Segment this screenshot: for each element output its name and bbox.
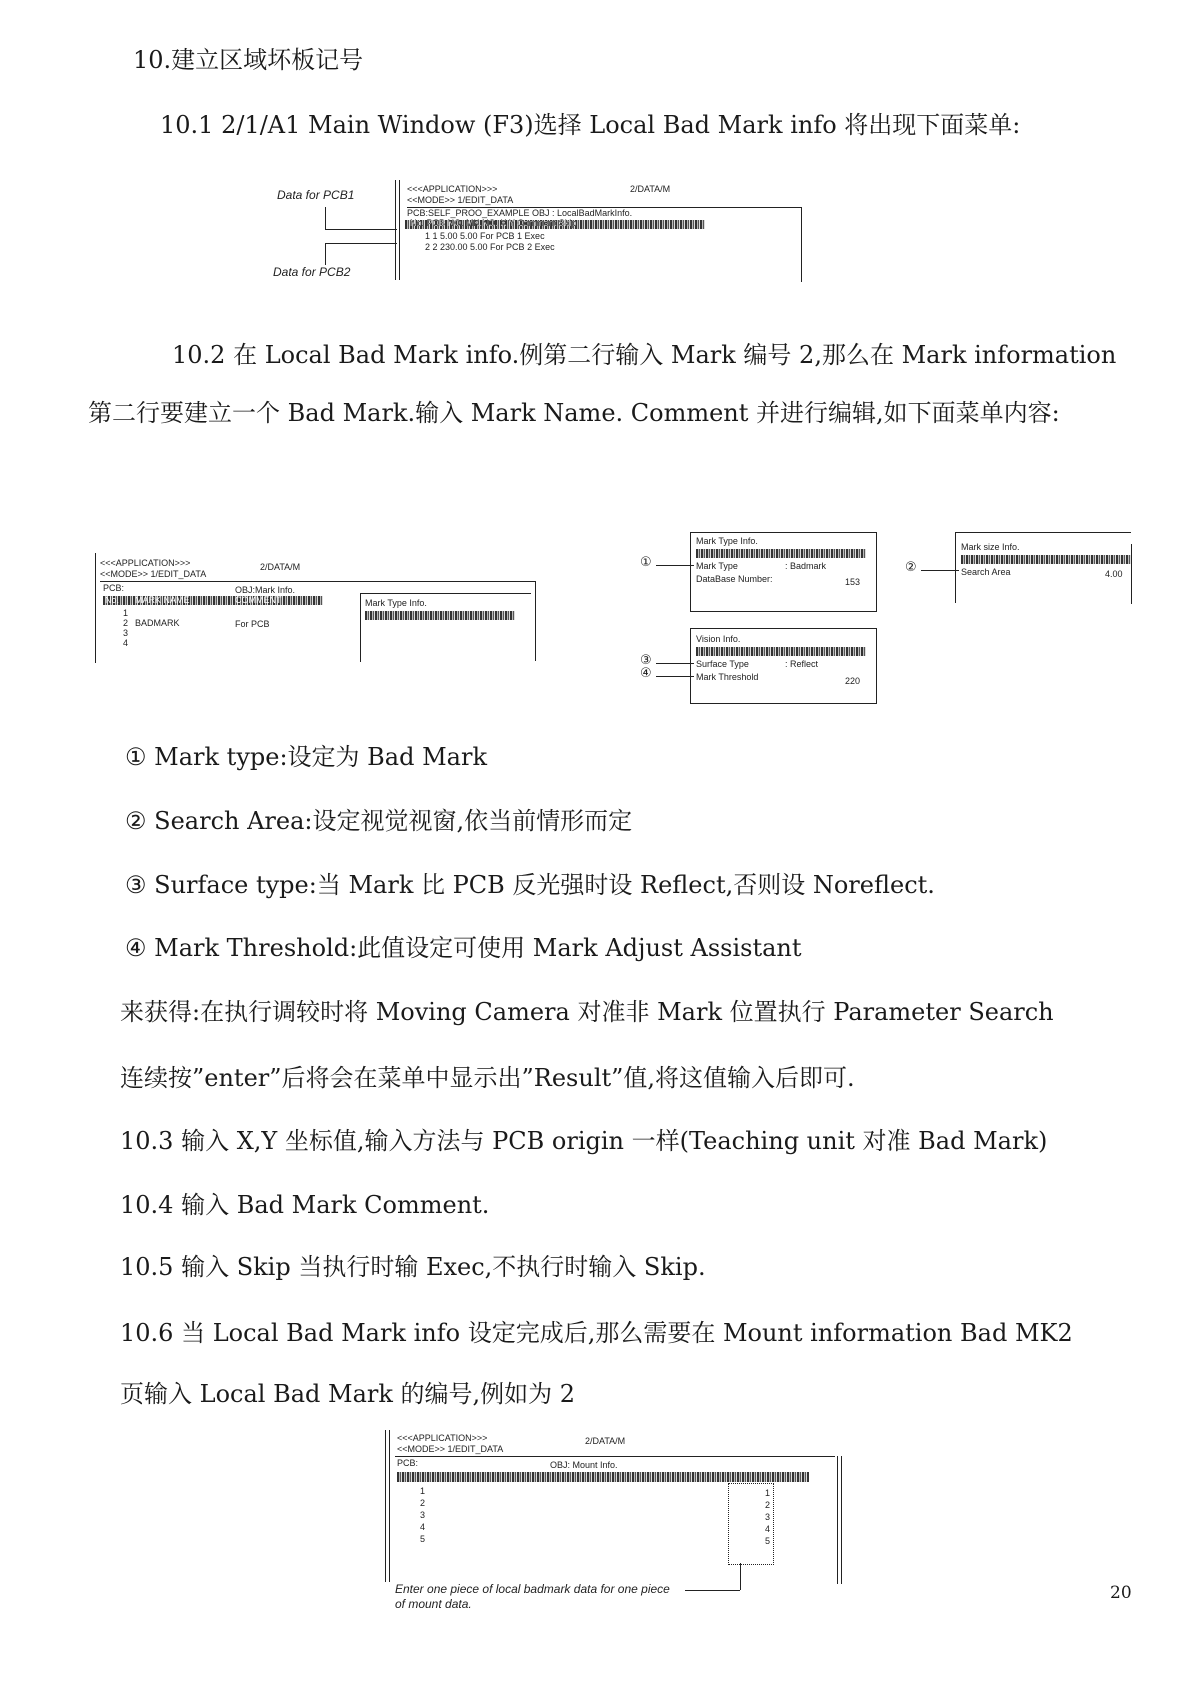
figure-mark-type-info: [640, 532, 880, 622]
caption-line-2: of mount data.: [395, 1597, 472, 1611]
data-label: 2/DATA/M: [585, 1436, 626, 1446]
app-label: <<<APPLICATION>>>: [397, 1433, 488, 1443]
app-label: <<<APPLICATION>>>: [407, 184, 498, 194]
database-value: 153: [845, 577, 861, 587]
paragraph-10-2-line1: 10.2 在 Local Bad Mark info.例第二行输入 Mark 编号 2,那么在 Mark information: [172, 341, 1117, 369]
paragraph-10-6-line2: 页输入 Local Bad Mark 的编号,例如为 2: [120, 1380, 576, 1408]
surface-type-value: : Reflect: [785, 659, 819, 669]
marker-1: ①: [640, 555, 652, 570]
paragraph-10-1: 10.1 2/1/A1 Main Window (F3)选择 Local Bad Mark info 将出现下面菜单:: [160, 111, 1021, 139]
label-data-pcb2: Data for PCB2: [273, 265, 351, 279]
marker-3: ③: [640, 653, 652, 668]
mark-threshold-label: Mark Threshold: [696, 672, 759, 682]
pcb-label: PCB:: [397, 1458, 419, 1468]
database-label: DataBase Number:: [696, 574, 773, 584]
search-area-value: 4.00: [1105, 569, 1123, 579]
obj-label: OBJ:Mark Info.: [235, 585, 296, 595]
pcb-label: PCB:: [103, 583, 125, 593]
col-comment: COMMENT: [235, 595, 282, 605]
row-5: 5: [420, 1534, 426, 1544]
section-heading: 10.建立区域坏板记号: [133, 46, 364, 74]
row-4: 4: [420, 1522, 426, 1532]
search-area-label: Search Area: [961, 567, 1011, 577]
row-1: 1: [420, 1486, 426, 1496]
paragraph-10-3: 10.3 输入 X,Y 坐标值,输入方法与 PCB origin 一样(Teaching unit 对准 Bad Mark): [120, 1127, 1048, 1155]
mode-label: <<MODE>> 1/EDIT_DATA: [100, 569, 207, 579]
mark-type-label: Mark Type: [696, 561, 738, 571]
col-mark-name: MARK NAME: [135, 595, 190, 605]
row-2-comment: For PCB: [235, 619, 270, 629]
marker-2: ②: [905, 560, 917, 575]
caption-line-1: Enter one piece of local badmark data for one piece: [395, 1582, 670, 1596]
badmk-1: 1: [765, 1488, 771, 1498]
item-4-cont-2: 连续按”enter”后将会在菜单中显示出”Result”值,将这值输入后即可.: [120, 1064, 855, 1092]
row-3: 3: [123, 628, 129, 638]
table-row-1: 1 1 5.00 5.00 For PCB 1 Exec: [425, 231, 545, 241]
window-title: Vision Info.: [696, 634, 741, 644]
mark-threshold-value: 220: [845, 676, 861, 686]
row-2-name: BADMARK: [135, 618, 180, 628]
figure-local-bad-mark-info: [273, 180, 805, 285]
table-header: No. PCB NO. MK.NO. X Y Comment Skip: [410, 218, 577, 228]
paragraph-10-6-line1: 10.6 当 Local Bad Mark info 设定完成后,那么需要在 Mount information Bad MK2: [120, 1319, 1073, 1347]
window-title: Mark Type Info.: [696, 536, 758, 546]
row-4: 4: [123, 638, 129, 648]
paragraph-10-5: 10.5 输入 Skip 当执行时输 Exec,不执行时输入 Skip.: [120, 1253, 706, 1281]
item-3: ③ Surface type:当 Mark 比 PCB 反光强时设 Reflect,否则设 Noreflect.: [125, 871, 935, 899]
figure-mount-info: [385, 1430, 865, 1615]
row-1: 1: [123, 608, 129, 618]
badmk-2: 2: [765, 1500, 771, 1510]
row-2-no: 2: [123, 618, 129, 628]
item-1: ① Mark type:设定为 Bad Mark: [125, 743, 487, 771]
data-label: 2/DATA/M: [260, 562, 301, 572]
figure-vision-info: [640, 628, 880, 718]
label-data-pcb1: Data for PCB1: [277, 188, 355, 202]
paragraph-10-4: 10.4 输入 Bad Mark Comment.: [120, 1191, 490, 1219]
col-no: No.: [105, 595, 120, 605]
data-label: 2/DATA/M: [630, 184, 671, 194]
row-2: 2: [420, 1498, 426, 1508]
figure-mark-info: [95, 553, 545, 668]
marker-4: ④: [640, 666, 652, 681]
figure-mark-size-info: [905, 532, 1145, 612]
badmk-4: 4: [765, 1524, 771, 1534]
item-2: ② Search Area:设定视觉视窗,依当前情形而定: [125, 807, 633, 835]
app-label: <<<APPLICATION>>>: [100, 558, 191, 568]
sub-window-title: Mark Type Info.: [365, 598, 427, 608]
item-4: ④ Mark Threshold:此值设定可使用 Mark Adjust Assistant: [125, 934, 802, 962]
obj-label: OBJ: Mount Info.: [550, 1460, 618, 1470]
badmk-3: 3: [765, 1512, 771, 1522]
pcb-label: PCB:SELF_PROO_EXAMPLE OBJ : LocalBadMarkInfo.: [407, 208, 633, 218]
table-row-2: 2 2 230.00 5.00 For PCB 2 Exec: [425, 242, 555, 252]
mode-label: <<MODE>> 1/EDIT_DATA: [397, 1444, 504, 1454]
surface-type-label: Surface Type: [696, 659, 749, 669]
mark-type-value: : Badmark: [785, 561, 827, 571]
paragraph-10-2-line2: 第二行要建立一个 Bad Mark.输入 Mark Name. Comment 并进行编辑,如下面菜单内容:: [88, 399, 1060, 427]
page-number: 20: [1110, 1583, 1132, 1603]
item-4-cont-1: 来获得:在执行调较时将 Moving Camera 对准非 Mark 位置执行 Parameter Search: [120, 998, 1054, 1026]
row-3: 3: [420, 1510, 426, 1520]
mode-label: <<MODE>> 1/EDIT_DATA: [407, 195, 514, 205]
badmk-5: 5: [765, 1536, 771, 1546]
window-title: Mark size Info.: [961, 542, 1020, 552]
